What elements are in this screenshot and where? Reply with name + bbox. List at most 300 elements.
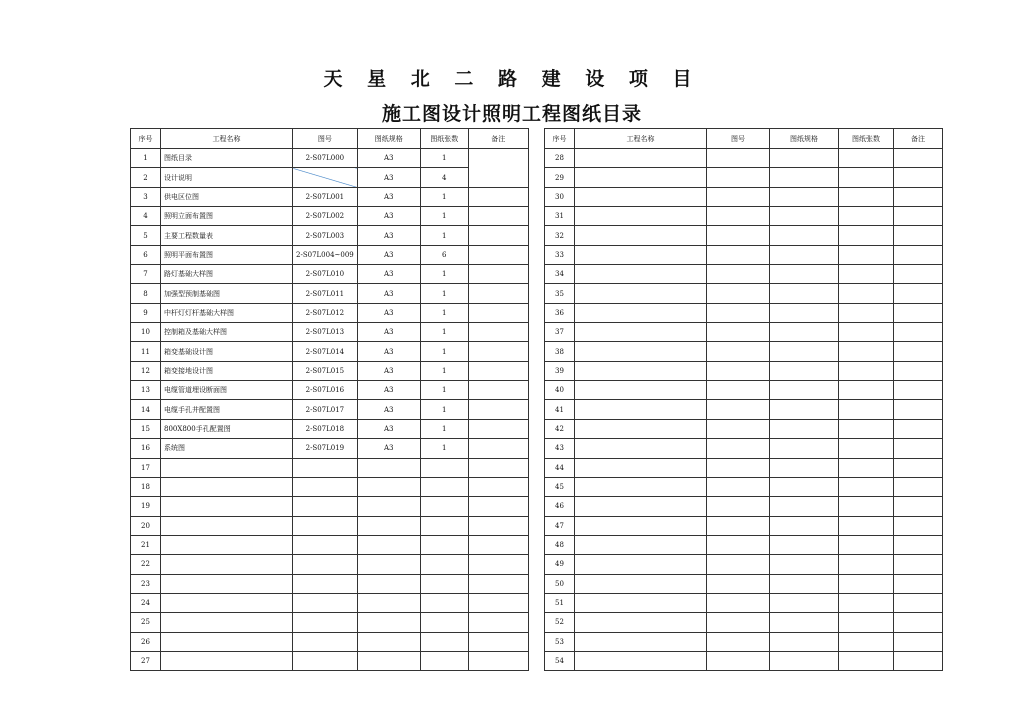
drawing-code — [707, 342, 770, 361]
table-row — [131, 303, 529, 322]
sheet-count: 4 — [420, 168, 468, 187]
table-row — [545, 419, 943, 438]
row-number: 24 — [131, 593, 161, 612]
row-number: 23 — [131, 574, 161, 593]
drawing-code: 2-S07L015 — [293, 361, 358, 380]
remark-cell — [468, 477, 528, 496]
remark-cell — [468, 323, 528, 342]
remark-cell — [894, 381, 943, 400]
remark-cell — [894, 516, 943, 535]
remark-cell — [468, 632, 528, 651]
sheet-count — [420, 574, 468, 593]
sheet-count — [839, 651, 894, 670]
row-number: 47 — [545, 516, 575, 535]
drawing-name — [575, 284, 707, 303]
row-number: 16 — [131, 439, 161, 458]
drawing-code — [293, 516, 358, 535]
drawing-code — [707, 400, 770, 419]
header-size: 图纸规格 — [357, 129, 420, 149]
sheet-count — [839, 226, 894, 245]
drawing-name — [575, 168, 707, 187]
table-row — [545, 342, 943, 361]
remark-cell — [894, 168, 943, 187]
table-row — [545, 245, 943, 264]
sheet-count — [839, 381, 894, 400]
drawing-index-table-right — [544, 128, 943, 671]
drawing-code — [707, 381, 770, 400]
header-code: 图号 — [707, 129, 770, 149]
table-row — [545, 535, 943, 554]
table-row — [545, 555, 943, 574]
table-row — [131, 439, 529, 458]
sheet-count — [839, 555, 894, 574]
row-number: 14 — [131, 400, 161, 419]
table-row — [545, 265, 943, 284]
remark-cell — [468, 187, 528, 206]
sheet-size — [770, 651, 839, 670]
drawing-code — [707, 168, 770, 187]
row-number: 45 — [545, 477, 575, 496]
sheet-count — [839, 632, 894, 651]
drawing-name — [161, 497, 293, 516]
drawing-name — [575, 593, 707, 612]
sheet-count — [839, 187, 894, 206]
table-row — [131, 265, 529, 284]
sheet-size: A3 — [357, 245, 420, 264]
drawing-code: 2-S07L012 — [293, 303, 358, 322]
row-number: 3 — [131, 187, 161, 206]
drawing-code — [707, 226, 770, 245]
table-row — [545, 477, 943, 496]
drawing-code — [707, 613, 770, 632]
sheet-count: 6 — [420, 245, 468, 264]
drawing-code — [707, 419, 770, 438]
remark-cell — [894, 419, 943, 438]
table-row — [545, 226, 943, 245]
remark-cell — [468, 207, 528, 226]
row-number: 15 — [131, 419, 161, 438]
sheet-count: 1 — [420, 226, 468, 245]
drawing-code — [293, 497, 358, 516]
drawing-name: 加强型预制基础图 — [161, 284, 293, 303]
row-number: 11 — [131, 342, 161, 361]
document-title: 施工图设计照明工程图纸目录 — [381, 103, 642, 125]
drawing-name: 照明立面布置图 — [161, 207, 293, 226]
sheet-count — [839, 284, 894, 303]
table-row — [131, 226, 529, 245]
remark-cell — [468, 284, 528, 303]
row-number: 10 — [131, 323, 161, 342]
drawing-code — [293, 632, 358, 651]
row-number: 34 — [545, 265, 575, 284]
drawing-name: 供电区位图 — [161, 187, 293, 206]
row-number: 12 — [131, 361, 161, 380]
drawing-name — [575, 342, 707, 361]
sheet-size — [770, 187, 839, 206]
table-row — [545, 361, 943, 380]
table-row — [131, 516, 529, 535]
drawing-code — [707, 497, 770, 516]
drawing-name: 路灯基础大样图 — [161, 265, 293, 284]
drawing-code: 2-S07L010 — [293, 265, 358, 284]
row-number: 22 — [131, 555, 161, 574]
sheet-count — [839, 303, 894, 322]
remark-cell — [894, 265, 943, 284]
table-row — [545, 303, 943, 322]
drawing-name: 箱变接地设计图 — [161, 361, 293, 380]
remark-cell — [894, 477, 943, 496]
table-row — [545, 574, 943, 593]
sheet-count — [839, 458, 894, 477]
sheet-count: 1 — [420, 439, 468, 458]
drawing-name: 系统图 — [161, 439, 293, 458]
remark-cell — [894, 593, 943, 612]
drawing-code: 2-S07L019 — [293, 439, 358, 458]
row-number: 52 — [545, 613, 575, 632]
sheet-count — [839, 361, 894, 380]
sheet-size — [357, 535, 420, 554]
row-number: 31 — [545, 207, 575, 226]
remark-cell — [468, 458, 528, 477]
drawing-code — [707, 458, 770, 477]
drawing-code — [293, 168, 358, 187]
sheet-count — [839, 593, 894, 612]
drawing-name — [575, 187, 707, 206]
drawing-name — [575, 400, 707, 419]
drawing-code — [293, 477, 358, 496]
table-row — [131, 497, 529, 516]
drawing-code — [707, 574, 770, 593]
sheet-size — [770, 400, 839, 419]
table-row — [545, 613, 943, 632]
drawing-name — [575, 245, 707, 264]
drawing-name — [161, 535, 293, 554]
sheet-size: A3 — [357, 361, 420, 380]
drawing-code — [707, 555, 770, 574]
drawing-name: 箱变基础设计图 — [161, 342, 293, 361]
drawing-code — [707, 632, 770, 651]
drawing-code — [707, 651, 770, 670]
sheet-size — [357, 632, 420, 651]
table-row — [545, 187, 943, 206]
remark-cell — [894, 149, 943, 168]
drawing-name — [575, 632, 707, 651]
drawing-code — [707, 303, 770, 322]
remark-cell — [468, 651, 528, 670]
sheet-size — [770, 303, 839, 322]
sheet-size: A3 — [357, 187, 420, 206]
table-row — [131, 593, 529, 612]
drawing-name — [161, 516, 293, 535]
row-number: 20 — [131, 516, 161, 535]
table-row — [545, 168, 943, 187]
remark-cell — [894, 535, 943, 554]
sheet-size — [770, 265, 839, 284]
sheet-size — [770, 381, 839, 400]
drawing-code — [707, 477, 770, 496]
row-number: 13 — [131, 381, 161, 400]
sheet-size — [770, 497, 839, 516]
sheet-size — [357, 497, 420, 516]
table-row — [131, 477, 529, 496]
drawing-name: 照明平面布置图 — [161, 245, 293, 264]
drawing-name — [575, 226, 707, 245]
row-number: 42 — [545, 419, 575, 438]
sheet-size: A3 — [357, 207, 420, 226]
table-row — [131, 632, 529, 651]
table-row — [131, 361, 529, 380]
drawing-code: 2-S07L002 — [293, 207, 358, 226]
sheet-count — [420, 458, 468, 477]
row-number: 35 — [545, 284, 575, 303]
sheet-count — [839, 400, 894, 419]
sheet-size — [770, 613, 839, 632]
drawing-name — [575, 651, 707, 670]
row-number: 44 — [545, 458, 575, 477]
sheet-size — [770, 458, 839, 477]
drawing-name: 控制箱及基础大样图 — [161, 323, 293, 342]
drawing-code: 2-S07L017 — [293, 400, 358, 419]
remark-cell — [468, 419, 528, 438]
drawing-code — [707, 265, 770, 284]
table-row — [545, 439, 943, 458]
sheet-count — [839, 613, 894, 632]
remark-cell — [894, 303, 943, 322]
sheet-size — [770, 516, 839, 535]
drawing-code — [707, 284, 770, 303]
drawing-index-table-left — [130, 128, 529, 671]
drawing-name — [575, 574, 707, 593]
table-row — [545, 381, 943, 400]
project-title: 天 星 北 二 路 建 设 项 目 — [323, 68, 701, 90]
sheet-size — [770, 574, 839, 593]
remark-cell — [468, 149, 528, 188]
drawing-name — [161, 477, 293, 496]
sheet-size — [770, 323, 839, 342]
sheet-size: A3 — [357, 284, 420, 303]
table-row — [131, 400, 529, 419]
sheet-count — [420, 497, 468, 516]
remark-cell — [468, 226, 528, 245]
sheet-size: A3 — [357, 381, 420, 400]
sheet-size — [770, 535, 839, 554]
remark-cell — [468, 361, 528, 380]
sheet-size — [770, 207, 839, 226]
drawing-code: 2-S07L014 — [293, 342, 358, 361]
table-row — [545, 458, 943, 477]
drawing-name — [575, 613, 707, 632]
sheet-count: 1 — [420, 207, 468, 226]
sheet-size — [357, 574, 420, 593]
drawing-name — [575, 516, 707, 535]
header-name: 工程名称 — [161, 129, 293, 149]
table-row — [545, 284, 943, 303]
drawing-name — [575, 207, 707, 226]
table-row — [131, 555, 529, 574]
drawing-name — [575, 477, 707, 496]
drawing-code — [293, 458, 358, 477]
remark-cell — [468, 342, 528, 361]
sheet-count: 1 — [420, 149, 468, 168]
remark-cell — [468, 400, 528, 419]
drawing-code — [707, 516, 770, 535]
sheet-count — [839, 497, 894, 516]
drawing-code — [293, 574, 358, 593]
sheet-count — [839, 574, 894, 593]
header-name: 工程名称 — [575, 129, 707, 149]
drawing-code — [707, 535, 770, 554]
drawing-code — [293, 613, 358, 632]
sheet-count — [839, 149, 894, 168]
drawing-name: 电缆手孔井配置图 — [161, 400, 293, 419]
row-number: 5 — [131, 226, 161, 245]
sheet-count — [420, 477, 468, 496]
sheet-size: A3 — [357, 149, 420, 168]
sheet-size — [770, 342, 839, 361]
sheet-count — [839, 342, 894, 361]
drawing-name: 主要工程数量表 — [161, 226, 293, 245]
sheet-size — [770, 555, 839, 574]
row-number: 2 — [131, 168, 161, 187]
drawing-name — [575, 555, 707, 574]
drawing-name: 电缆管道埋设断面图 — [161, 381, 293, 400]
sheet-size — [770, 419, 839, 438]
drawing-name — [575, 458, 707, 477]
row-number: 30 — [545, 187, 575, 206]
table-row — [131, 651, 529, 670]
drawing-code: 2-S07L004~009 — [293, 245, 358, 264]
remark-cell — [894, 342, 943, 361]
remark-cell — [468, 613, 528, 632]
table-row — [131, 284, 529, 303]
remark-cell — [468, 593, 528, 612]
row-number: 41 — [545, 400, 575, 419]
drawing-code: 2-S07L000 — [293, 149, 358, 168]
sheet-size: A3 — [357, 303, 420, 322]
sheet-count — [839, 516, 894, 535]
row-number: 8 — [131, 284, 161, 303]
header-size: 图纸规格 — [770, 129, 839, 149]
remark-cell — [894, 555, 943, 574]
table-row — [545, 651, 943, 670]
drawing-name — [575, 535, 707, 554]
drawing-name: 800X800手孔配置图 — [161, 419, 293, 438]
header-no: 序号 — [545, 129, 575, 149]
sheet-size — [357, 613, 420, 632]
drawing-code — [707, 593, 770, 612]
drawing-code — [707, 207, 770, 226]
table-row — [545, 207, 943, 226]
table-row — [131, 381, 529, 400]
remark-cell — [894, 497, 943, 516]
drawing-name — [161, 593, 293, 612]
drawing-name — [575, 149, 707, 168]
table-header-row — [545, 129, 943, 149]
sheet-size — [770, 593, 839, 612]
sheet-count — [839, 535, 894, 554]
remark-cell — [468, 381, 528, 400]
table-row — [131, 458, 529, 477]
row-number: 9 — [131, 303, 161, 322]
sheet-count — [420, 535, 468, 554]
sheet-size — [770, 168, 839, 187]
sheet-size — [770, 477, 839, 496]
row-number: 49 — [545, 555, 575, 574]
row-number: 28 — [545, 149, 575, 168]
sheet-size — [770, 245, 839, 264]
remark-cell — [468, 439, 528, 458]
table-row — [131, 419, 529, 438]
row-number: 4 — [131, 207, 161, 226]
drawing-code — [293, 535, 358, 554]
sheet-size: A3 — [357, 168, 420, 187]
row-number: 7 — [131, 265, 161, 284]
table-row — [131, 207, 529, 226]
sheet-count — [839, 419, 894, 438]
sheet-count: 1 — [420, 381, 468, 400]
drawing-name — [575, 265, 707, 284]
header-remark: 备注 — [894, 129, 943, 149]
row-number: 38 — [545, 342, 575, 361]
remark-cell — [468, 497, 528, 516]
row-number: 21 — [131, 535, 161, 554]
sheet-count — [420, 516, 468, 535]
remark-cell — [894, 187, 943, 206]
drawing-name — [161, 632, 293, 651]
table-row — [545, 323, 943, 342]
drawing-code: 2-S07L016 — [293, 381, 358, 400]
header-code: 图号 — [293, 129, 358, 149]
drawing-code: 2-S07L018 — [293, 419, 358, 438]
table-row — [131, 245, 529, 264]
sheet-size: A3 — [357, 226, 420, 245]
row-number: 40 — [545, 381, 575, 400]
remark-cell — [894, 458, 943, 477]
table-row — [545, 149, 943, 168]
table-row — [545, 400, 943, 419]
drawing-code — [707, 187, 770, 206]
row-number: 51 — [545, 593, 575, 612]
table-row — [131, 574, 529, 593]
sheet-size: A3 — [357, 342, 420, 361]
sheet-size: A3 — [357, 419, 420, 438]
drawing-name — [575, 381, 707, 400]
sheet-count: 1 — [420, 303, 468, 322]
remark-cell — [894, 439, 943, 458]
header-no: 序号 — [131, 129, 161, 149]
row-number: 46 — [545, 497, 575, 516]
sheet-size: A3 — [357, 400, 420, 419]
row-number: 27 — [131, 651, 161, 670]
drawing-name: 设计说明 — [161, 168, 293, 187]
drawing-code — [293, 651, 358, 670]
sheet-size: A3 — [357, 439, 420, 458]
row-number: 36 — [545, 303, 575, 322]
sheet-size — [770, 361, 839, 380]
remark-cell — [468, 555, 528, 574]
row-number: 48 — [545, 535, 575, 554]
drawing-name: 图纸目录 — [161, 149, 293, 168]
remark-cell — [894, 226, 943, 245]
sheet-count: 1 — [420, 361, 468, 380]
row-number: 29 — [545, 168, 575, 187]
sheet-count: 1 — [420, 323, 468, 342]
sheet-size — [770, 439, 839, 458]
table-row — [545, 593, 943, 612]
sheet-count — [839, 168, 894, 187]
row-number: 25 — [131, 613, 161, 632]
sheet-size — [357, 555, 420, 574]
